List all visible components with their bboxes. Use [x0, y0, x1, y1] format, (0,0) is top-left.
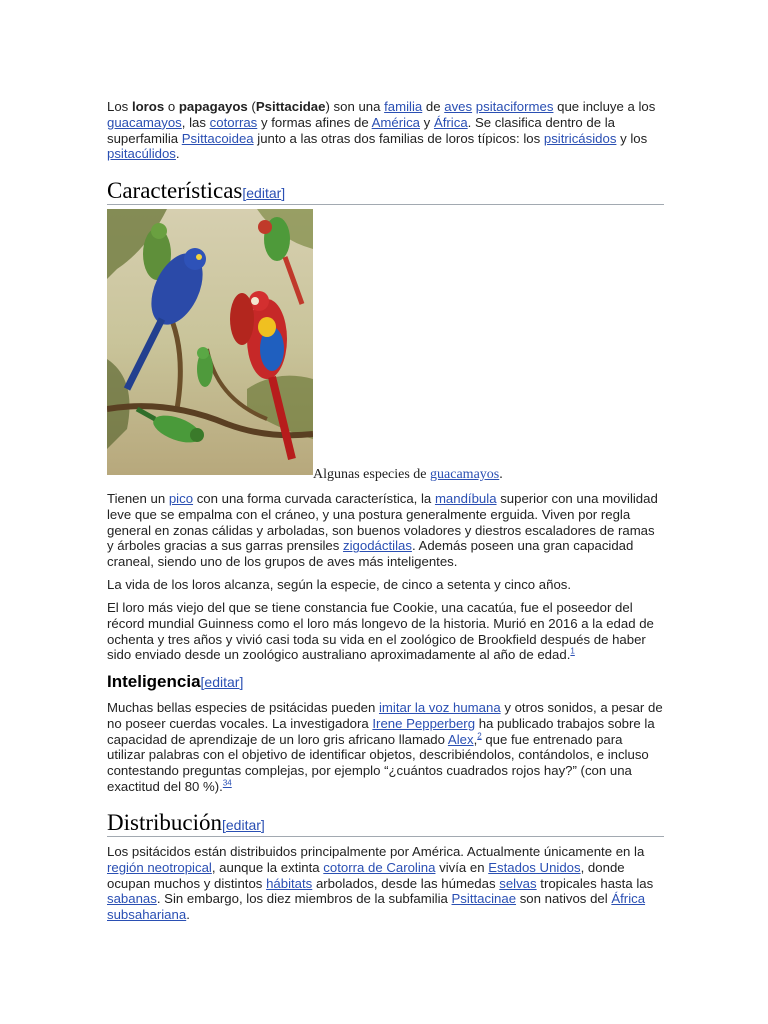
section-heading-caracteristicas — [107, 178, 664, 205]
heading-text: Distribución — [107, 810, 222, 835]
link-cotorras[interactable]: cotorras — [209, 114, 258, 130]
link-pico[interactable]: pico — [168, 491, 194, 506]
paragraph: Tienen un pico con una forma curvada característica, la mandíbula superior con una movilidad leve que se empalma con el cráneo, y una postura generalmente erguida. Viven por regla general en zonas cálidas y arboladas, son buenos voladores y diestros escaladores de ramas y árboles gracias a sus garras prensiles zigodáctilas. Además poseen una gran capacidad craneal, siendo uno de los grupos de aves más inteligentes. — [107, 491, 658, 570]
caption-link-guacamayos[interactable]: guacamayos — [430, 467, 500, 482]
bold-term: loros — [131, 99, 165, 114]
edit-section: [editar] — [222, 817, 265, 833]
link-america[interactable]: América — [371, 114, 421, 130]
link-psittacinae[interactable]: Psittacinae — [451, 891, 517, 907]
paragraph: La vida de los loros alcanza, según la especie, de cinco a setenta y cinco años. — [107, 577, 572, 592]
link-habitats[interactable]: hábitats — [266, 875, 313, 891]
link-aves[interactable]: aves — [444, 99, 473, 114]
link-alex[interactable]: Alex — [447, 731, 474, 747]
paragraph: El loro más viejo del que se tiene constancia fue Cookie, una cacatúa, fue el poseedor del récord mundial Guinness como el loro más longevo de la historia. Murió en 2016 a la edad de ochenta y tres años y vivió casi toda su vida en el zoológico de Brookfield después de haber sido enviado desde un zoológico australiano aproximadamente al año de edad.$^1$ — [107, 600, 654, 663]
link-cotorra-carolina[interactable]: cotorra de Carolina — [323, 859, 436, 875]
section-heading-inteligencia — [107, 672, 664, 692]
reference-link[interactable]: 34 — [222, 778, 232, 788]
link-africa-subsahariana[interactable]: África subsahariana — [107, 891, 646, 923]
link-imitar-voz[interactable]: imitar la voz humana — [378, 700, 501, 715]
link-sabanas[interactable]: sabanas — [107, 891, 157, 907]
heading-text: Características — [107, 178, 243, 203]
figure-caption: Algunas especies de guacamayos. — [313, 467, 503, 482]
link-irene-pepperberg[interactable]: Irene Pepperberg — [372, 715, 476, 731]
link-psittacoidea[interactable]: Psittacoidea — [181, 130, 254, 146]
intro-paragraph: Los loros o papagayos (Psittacidae) son una familia de aves psitaciformes que incluye a los guacamayos, las cotorras y formas afines de América y África. Se clasifica dentro de la superfamilia Psittacoidea junto a las otras dos familias de loros típicos: los psitricásidos y los psitacúlidos. — [107, 99, 656, 162]
edit-link[interactable]: editar — [204, 674, 240, 690]
edit-section: [editar] — [242, 185, 286, 201]
link-zigodactilas[interactable]: zigodáctilas — [343, 538, 412, 554]
edit-link[interactable]: editar — [225, 817, 261, 833]
link-psitaciformes[interactable]: psitaciformes — [475, 99, 554, 114]
paragraph: Muchas bellas especies de psitácidas pueden imitar la voz humana y otros sonidos, a pesar de no poseer cuerdas vocales. La investigadora Irene Pepperberg ha publicado trabajos sobre la capacidad de aprendizaje de un loro gris africano llamado Alex,$^2$ que fue entrenado para utilizar palabras con el objetivo de identificar objetos, describiéndolos, contándolos, e incluso contestando preguntas complejas, por ejemplo “¿cuántos cuadrados rojos hay?” (con una exactitud del 80 %).$^{34}$ — [107, 700, 663, 794]
edit-section: [editar] — [200, 674, 244, 690]
reference-link[interactable]: 2 — [477, 731, 482, 741]
link-familia[interactable]: familia — [384, 99, 423, 114]
link-psitaculidos[interactable]: psitacúlidos — [107, 146, 176, 162]
link-africa[interactable]: África — [433, 114, 468, 130]
parrots-illustration — [107, 209, 313, 475]
link-selvas[interactable]: selvas — [499, 875, 537, 891]
section-heading-distribucion — [107, 810, 664, 837]
paragraph: Los psitácidos están distribuidos principalmente por América. Actualmente únicamente en la región neotropical, aunque la extinta cotorra de Carolina vivía en Estados Unidos, donde ocupan muchos y distintos hábitats arbolados, desde las húmedas selvas tropicales hasta las sabanas. Sin embargo, los diez miembros de la subfamilia Psittacinae son nativos del África subsahariana. — [107, 844, 654, 923]
link-mandibula[interactable]: mandíbula — [434, 491, 497, 506]
link-region-neotropical[interactable]: región neotropical — [107, 859, 212, 875]
heading-text: Inteligencia — [107, 672, 201, 691]
reference-link[interactable]: 1 — [570, 647, 575, 656]
link-psitricasidos[interactable]: psitricásidos — [543, 130, 617, 146]
link-guacamayos[interactable]: guacamayos — [107, 114, 182, 130]
link-estados-unidos[interactable]: Estados Unidos — [488, 859, 581, 875]
bold-term: papagayos — [178, 99, 248, 114]
bold-term: Psittacidae — [255, 99, 326, 114]
edit-link[interactable]: editar — [246, 185, 282, 201]
